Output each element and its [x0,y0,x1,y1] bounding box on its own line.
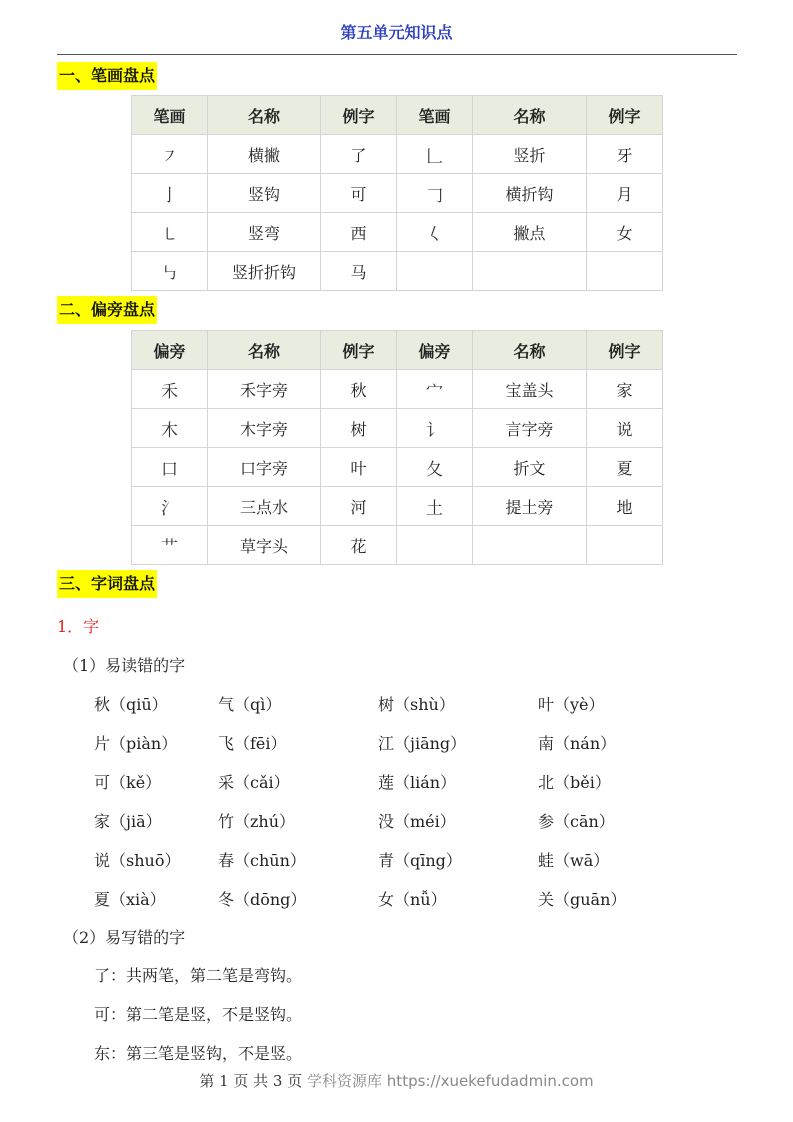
example-char: 可 [321,174,397,213]
example-char: 西 [321,213,397,252]
table-row [132,526,663,565]
pinyin-item: 可（kě） [94,773,162,792]
pinyin-item: 片（piàn） [94,734,178,753]
example-char: 地 [587,487,663,526]
pinyin-item: 江（jiāng） [378,734,467,753]
header-cell: 例字 [587,331,663,370]
pinyin-item: 家（jiā） [94,812,162,831]
pinyin-row [94,731,714,755]
page-title: 第五单元知识点 [340,23,453,42]
stroke-glyph: ㇉ [132,252,208,291]
example-char: 家 [587,370,663,409]
header-cell: 例字 [321,331,397,370]
example-char: 树 [321,409,397,448]
pinyin-row [94,809,714,833]
table-row [132,487,663,526]
page-footer [0,1070,793,1091]
example-char: 月 [587,174,663,213]
radical-name: 三点水 [208,487,321,526]
pinyin-item: 莲（lián） [378,773,457,792]
stroke-glyph: 𠃊 [397,135,473,174]
pinyin-item: 飞（fēi） [218,734,287,753]
pinyin-item: 树（shù） [378,695,455,714]
header-cell: 偏旁 [397,331,473,370]
miswrite-note: 东：第三笔是竖钩，不是竖。 [94,1044,303,1063]
pinyin-item: 参（cān） [538,812,615,831]
pinyin-item: 竹（zhú） [218,812,296,831]
radical-table [131,330,663,565]
radical-name: 折文 [473,448,587,487]
stroke-name: 竖弯 [208,213,321,252]
radical-name: 草字头 [208,526,321,565]
stroke-glyph: 𡿨 [397,213,473,252]
stroke-name [473,252,587,291]
pinyin-item: 说（shuō） [94,851,181,870]
radical-glyph: 夂 [397,448,473,487]
section-heading-strokes: 一、笔画盘点 [57,62,157,90]
table-row [132,135,663,174]
table-row [132,409,663,448]
radical-name: 提土旁 [473,487,587,526]
example-char: 牙 [587,135,663,174]
example-char [587,526,663,565]
example-char: 了 [321,135,397,174]
example-char: 河 [321,487,397,526]
radical-glyph: 讠 [397,409,473,448]
section-heading-words: 三、字词盘点 [57,570,157,598]
example-char: 花 [321,526,397,565]
example-char [587,252,663,291]
pinyin-item: 冬（dōng） [218,890,307,909]
watermark-text: 学科资源库 https://xuekefudadmin.com [307,1072,594,1090]
header-cell: 偏旁 [132,331,208,370]
stroke-name: 撇点 [473,213,587,252]
section-heading-radicals: 二、偏旁盘点 [57,296,157,324]
stroke-name: 横撇 [208,135,321,174]
stroke-name: 竖钩 [208,174,321,213]
radical-glyph [397,526,473,565]
radical-glyph: 艹 [132,526,208,565]
example-char: 秋 [321,370,397,409]
title-divider [57,54,737,55]
pinyin-row [94,887,714,911]
miswrite-heading: （2）易写错的字 [63,928,186,947]
pinyin-item: 没（méi） [378,812,456,831]
radical-name: 木字旁 [208,409,321,448]
pinyin-item: 叶（yè） [538,695,605,714]
header-cell: 笔画 [397,96,473,135]
header-cell: 例字 [321,96,397,135]
stroke-glyph: ㇄ [132,213,208,252]
header-cell: 例字 [587,96,663,135]
pinyin-item: 蛙（wā） [538,851,610,870]
header-cell: 笔画 [132,96,208,135]
table-row [132,174,663,213]
table-header-row [132,331,663,370]
radical-name: 口字旁 [208,448,321,487]
radical-glyph: 土 [397,487,473,526]
pinyin-item: 气（qì） [218,695,282,714]
header-cell: 名称 [473,331,587,370]
stroke-name: 竖折折钩 [208,252,321,291]
stroke-name: 竖折 [473,135,587,174]
table-row [132,370,663,409]
subheading-characters: 1．字 [57,617,100,636]
pinyin-item: 青（qīng） [378,851,462,870]
table-row [132,448,663,487]
pinyin-item: 南（nán） [538,734,617,753]
radical-glyph: 氵 [132,487,208,526]
header-cell: 名称 [473,96,587,135]
stroke-glyph: 亅 [132,174,208,213]
example-char: 说 [587,409,663,448]
table-header-row [132,96,663,135]
radical-name [473,526,587,565]
header-cell: 名称 [208,96,321,135]
pinyin-item: 采（cǎi） [218,773,290,792]
example-char: 叶 [321,448,397,487]
header-cell: 名称 [208,331,321,370]
page-number: 第 1 页 共 3 页 [199,1072,303,1090]
stroke-table [131,95,663,291]
table-row [132,213,663,252]
radical-glyph: 禾 [132,370,208,409]
pinyin-row [94,848,714,872]
stroke-glyph [397,252,473,291]
radical-name: 言字旁 [473,409,587,448]
pinyin-item: 关（guān） [538,890,627,909]
example-char: 夏 [587,448,663,487]
radical-glyph: 口 [132,448,208,487]
pinyin-row [94,770,714,794]
pinyin-item: 秋（qiū） [94,695,168,714]
miswrite-note: 可：第二笔是竖，不是竖钩。 [94,1005,303,1024]
pinyin-item: 夏（xià） [94,890,166,909]
radical-glyph: 宀 [397,370,473,409]
pinyin-item: 北（běi） [538,773,611,792]
example-char: 马 [321,252,397,291]
pinyin-row [94,692,714,716]
stroke-name: 横折钩 [473,174,587,213]
radical-name: 宝盖头 [473,370,587,409]
stroke-glyph: ㇇ [132,135,208,174]
radical-glyph: 木 [132,409,208,448]
miswrite-note: 了：共两笔，第二笔是弯钩。 [94,966,303,985]
pinyin-item: 春（chūn） [218,851,306,870]
example-char: 女 [587,213,663,252]
stroke-glyph: 𠃌 [397,174,473,213]
pinyin-item: 女（nǚ） [378,890,447,909]
table-row [132,252,663,291]
radical-name: 禾字旁 [208,370,321,409]
misread-heading: （1）易读错的字 [63,656,186,675]
